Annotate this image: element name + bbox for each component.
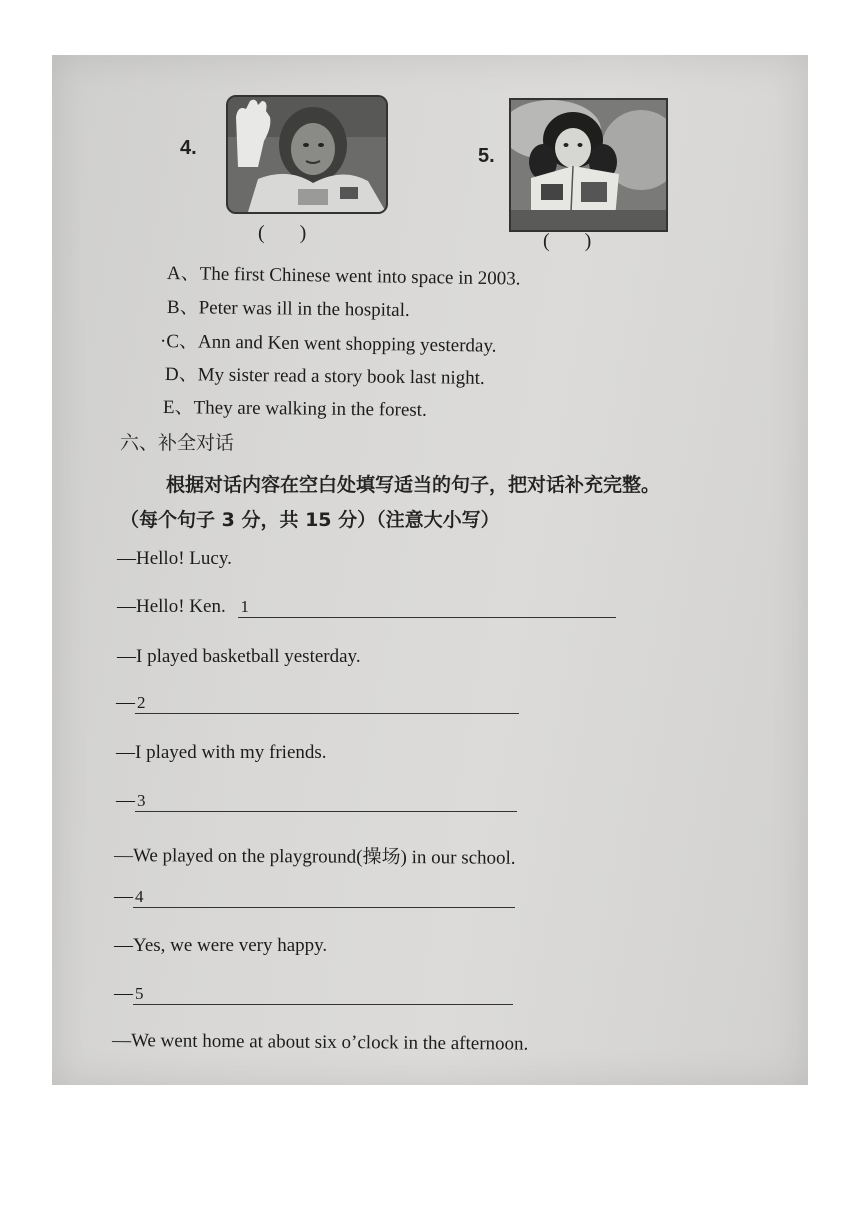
dialogue-line-9: —Yes, we were very happy. — [114, 935, 328, 956]
dialogue-line-2-text: —Hello! Ken. — [117, 596, 226, 617]
option-b: B、Peter was ill in the hospital. — [166, 297, 410, 321]
instruction-line-1: 根据对话内容在空白处填写适当的句子，把对话补充完整。 — [166, 474, 661, 496]
picture-number-5: 5. — [478, 145, 495, 167]
option-a: A、The first Chinese went into space in 2003. — [166, 263, 521, 290]
dialogue-line-10 — [114, 983, 513, 1005]
dialogue-line-2 — [117, 596, 616, 618]
answer-paren-5[interactable]: ( ) — [543, 230, 592, 252]
picture-number-4: 4. — [180, 137, 197, 159]
girl-reading-photo-icon — [509, 98, 668, 232]
blank-number-1: 1 — [240, 597, 249, 616]
answer-blank-4[interactable] — [133, 887, 515, 908]
answer-paren-4[interactable]: ( ) — [258, 222, 307, 244]
dialogue-line-8-dash: — — [114, 886, 133, 907]
dialogue-line-11: —We went home at about six o’clock in the afternoon. — [111, 1030, 529, 1055]
option-c: ·C、Ann and Ken went shopping yesterday. — [159, 331, 497, 357]
instruction-line-2: （每个句子 3 分，共 15 分）（注意大小写） — [120, 509, 500, 531]
dialogue-line-1: —Hello! Lucy. — [117, 548, 232, 569]
dialogue-line-6 — [116, 790, 517, 812]
answer-blank-1[interactable] — [238, 597, 616, 618]
dialogue-line-7: —We played on the playground(操场) in our school. — [113, 845, 516, 869]
dialogue-line-6-dash: — — [116, 790, 135, 811]
option-d: D、My sister read a story book last night. — [164, 364, 485, 389]
dialogue-line-3: —I played basketball yesterday. — [117, 646, 361, 667]
dialogue-line-8 — [114, 886, 515, 908]
section-title: 六、补全对话 — [120, 432, 235, 454]
astronaut-photo-icon — [226, 95, 388, 214]
worksheet-photo — [52, 55, 808, 1085]
answer-blank-2[interactable] — [135, 693, 519, 714]
answer-blank-3[interactable] — [135, 791, 517, 812]
blank-number-2: 2 — [137, 693, 146, 712]
blank-number-5: 5 — [135, 984, 144, 1003]
blank-number-4: 4 — [135, 887, 144, 906]
blank-number-3: 3 — [137, 791, 146, 810]
dialogue-line-4-dash: — — [116, 692, 135, 713]
dialogue-line-4 — [116, 692, 519, 714]
dialogue-line-5: —I played with my friends. — [116, 742, 327, 763]
dialogue-line-10-dash: — — [114, 983, 133, 1004]
option-e: E、They are walking in the forest. — [162, 397, 427, 421]
answer-blank-5[interactable] — [133, 984, 513, 1005]
